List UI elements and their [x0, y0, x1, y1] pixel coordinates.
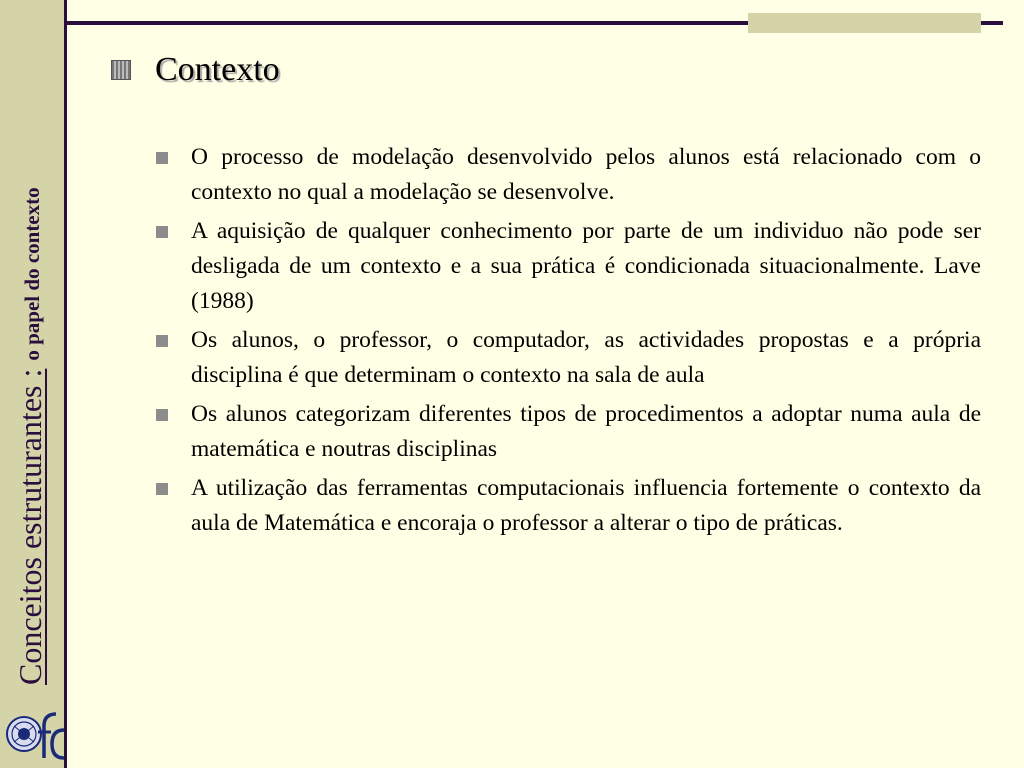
- sidebar-title-main: Conceitos estruturantes :: [12, 368, 48, 685]
- bullet-item: [155, 471, 981, 541]
- bullet-item: [155, 140, 981, 210]
- slide-title-row: [111, 48, 280, 92]
- square-bullet-icon: [156, 483, 168, 495]
- sidebar-vertical-title: [14, 187, 46, 685]
- bullet-item: [155, 214, 981, 319]
- bullet-text: Os alunos, o professor, o computador, as actividades propostas e a própria disciplina é que determinam o contexto na sala de aula: [191, 327, 981, 388]
- square-bullet-icon: [156, 226, 168, 238]
- slide-title-bullet-icon: [111, 60, 131, 80]
- square-bullet-icon: [156, 409, 168, 421]
- bullet-text: A utilização das ferramentas computacionais influencia fortemente o contexto da aula de Matemática e encoraja o professor a alterar o tipo de práticas.: [191, 475, 981, 536]
- bullet-text: Os alunos categorizam diferentes tipos de procedimentos a adoptar numa aula de matemática e noutras disciplinas: [191, 401, 981, 462]
- bullet-text: O processo de modelação desenvolvido pelos alunos está relacionado com o contexto no qual a modelação se desenvolve.: [191, 144, 981, 205]
- square-bullet-icon: [156, 152, 168, 164]
- institution-logo-icon: [4, 706, 66, 762]
- slide-title: Contexto: [155, 51, 280, 88]
- square-bullet-icon: [156, 335, 168, 347]
- top-decor-block: [748, 13, 981, 33]
- bullet-item: [155, 323, 981, 393]
- bullet-list: [155, 140, 981, 545]
- bullet-item: [155, 397, 981, 467]
- sidebar-band: [0, 0, 67, 768]
- sidebar-title-sub: o papel do contexto: [20, 187, 44, 361]
- bullet-text: A aquisição de qualquer conhecimento por parte de um individuo não pode ser desligada de um contexto e a sua prática é condicionada situacionalmente. Lave (1988): [191, 218, 981, 314]
